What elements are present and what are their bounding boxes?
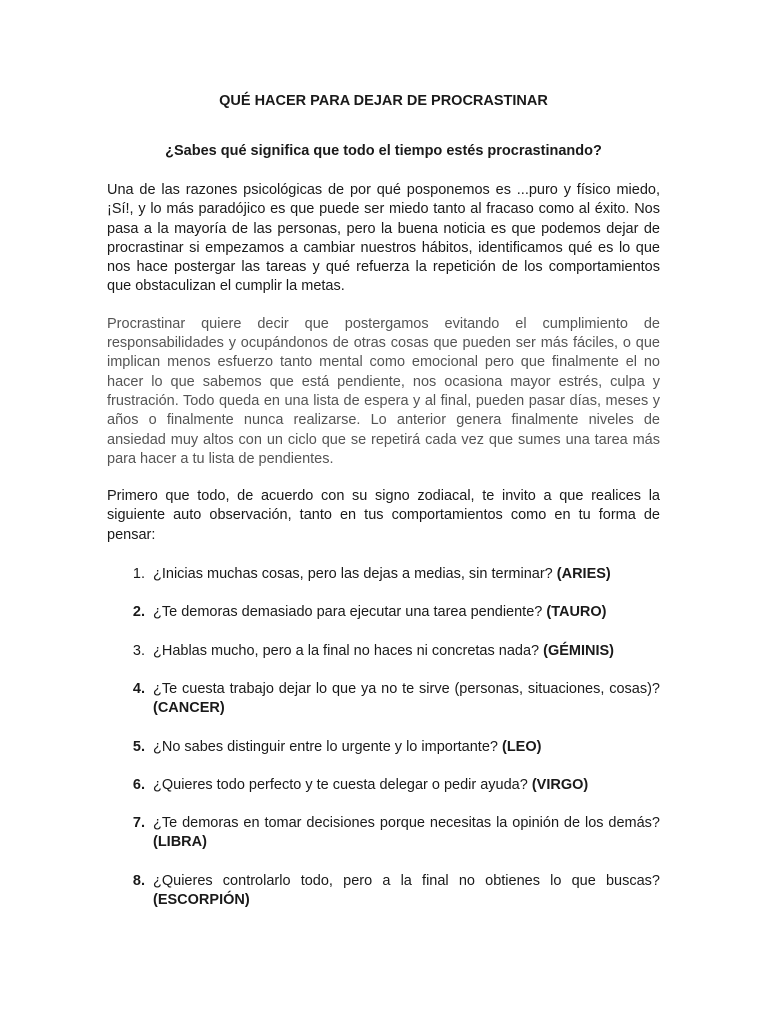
list-item-text: ¿Te demoras en tomar decisiones porque necesitas la opinión de los demás? [153, 815, 660, 832]
list-item-text: ¿Inicias muchas cosas, pero las dejas a medias, sin terminar? [153, 566, 553, 583]
list-item-number: 5. [132, 738, 145, 755]
paragraph-definition: Procrastinar quiere decir que postergamos evitando el cumplimiento de responsabilidades y ocupándonos de otras cosas que pueden ser más fáciles, o que implican menos esfuerzo tanto mental como emocional pero que finalmente el no hacer lo que sabemos que está pendiente, nos ocasiona mayor estrés, culpa y frustración. Todo queda en una lista de espera y al final, pueden pasar días, meses y años o finalmente nunca realizarse. Lo anterior genera finalmente niveles de ansiedad muy altos con un ciclo que se repetirá cada vez que sumes una tarea más para hacer a tu lista de pendientes. [107, 315, 660, 467]
list-item-sign: (LEO) [502, 738, 542, 755]
paragraph-instruction: Primero que todo, de acuerdo con su signo zodiacal, te invito a que realices la siguiente auto observación, tanto en tus comportamientos como en tu forma de pensar: [107, 488, 660, 543]
list-item-number: 8. [132, 872, 145, 889]
list-item-text: ¿No sabes distinguir entre lo urgente y lo importante? [153, 738, 498, 755]
list-item [107, 872, 660, 911]
list-item-body [153, 642, 660, 661]
list-item-sign: (CANCER) [153, 700, 225, 717]
list-item [107, 814, 660, 853]
list-item-body [153, 776, 660, 795]
list-item-body [153, 872, 660, 911]
list-item-number: 4. [132, 680, 145, 697]
zodiac-question-list [107, 565, 660, 910]
paragraph-intro: Una de las razones psicológicas de por qué posponemos es ...puro y físico miedo, ¡Sí!, y lo más paradójico es que puede ser miedo tanto al fracaso como al éxito. Nos pasa a la mayoría de las personas, pero la buena noticia es que podemos dejar de procrastinar si empezamos a cambiar nuestros hábitos, identificamos qué es lo que nos hace postergar las tareas y qué refuerza la repetición de los comportamientos que obstaculizan el cumplir la metas. [107, 182, 660, 295]
list-item-number: 6. [132, 776, 145, 793]
document-subtitle: ¿Sabes qué significa que todo el tiempo estés procrastinando? [165, 143, 602, 159]
list-item-number: 2. [132, 604, 145, 621]
list-item-body [153, 738, 660, 757]
list-item-text: ¿Quieres controlarlo todo, pero a la final no obtienes lo que buscas? [153, 872, 660, 889]
list-item [107, 776, 660, 795]
list-item-sign: (ARIES) [556, 566, 611, 583]
list-item-text: ¿Te cuesta trabajo dejar lo que ya no te sirve (personas, situaciones, cosas)? [153, 680, 660, 697]
list-item-number: 3. [132, 642, 145, 659]
list-item-sign: (ESCORPIÓN) [153, 892, 250, 909]
list-item-text: ¿Te demoras demasiado para ejecutar una tarea pendiente? [153, 604, 543, 621]
list-item-number: 1. [132, 566, 145, 583]
list-item-body [153, 814, 660, 853]
list-item [107, 738, 660, 757]
list-item-sign: (GÉMINIS) [543, 642, 615, 659]
list-item-sign: (VIRGO) [531, 776, 589, 793]
list-item [107, 565, 660, 584]
list-item [107, 642, 660, 661]
list-item-text: ¿Quieres todo perfecto y te cuesta delegar o pedir ayuda? [153, 776, 528, 793]
list-item-body [153, 680, 660, 719]
list-item [107, 603, 660, 622]
list-item-sign: (TAURO) [546, 604, 607, 621]
list-item-number: 7. [132, 815, 145, 832]
list-item-text: ¿Hablas mucho, pero a la final no haces ni concretas nada? [153, 642, 540, 659]
list-item-body [153, 603, 660, 622]
list-item-sign: (LIBRA) [153, 834, 207, 851]
list-item [107, 680, 660, 719]
list-item-body [153, 565, 660, 584]
document-title: QUÉ HACER PARA DEJAR DE PROCRASTINAR [219, 93, 548, 109]
